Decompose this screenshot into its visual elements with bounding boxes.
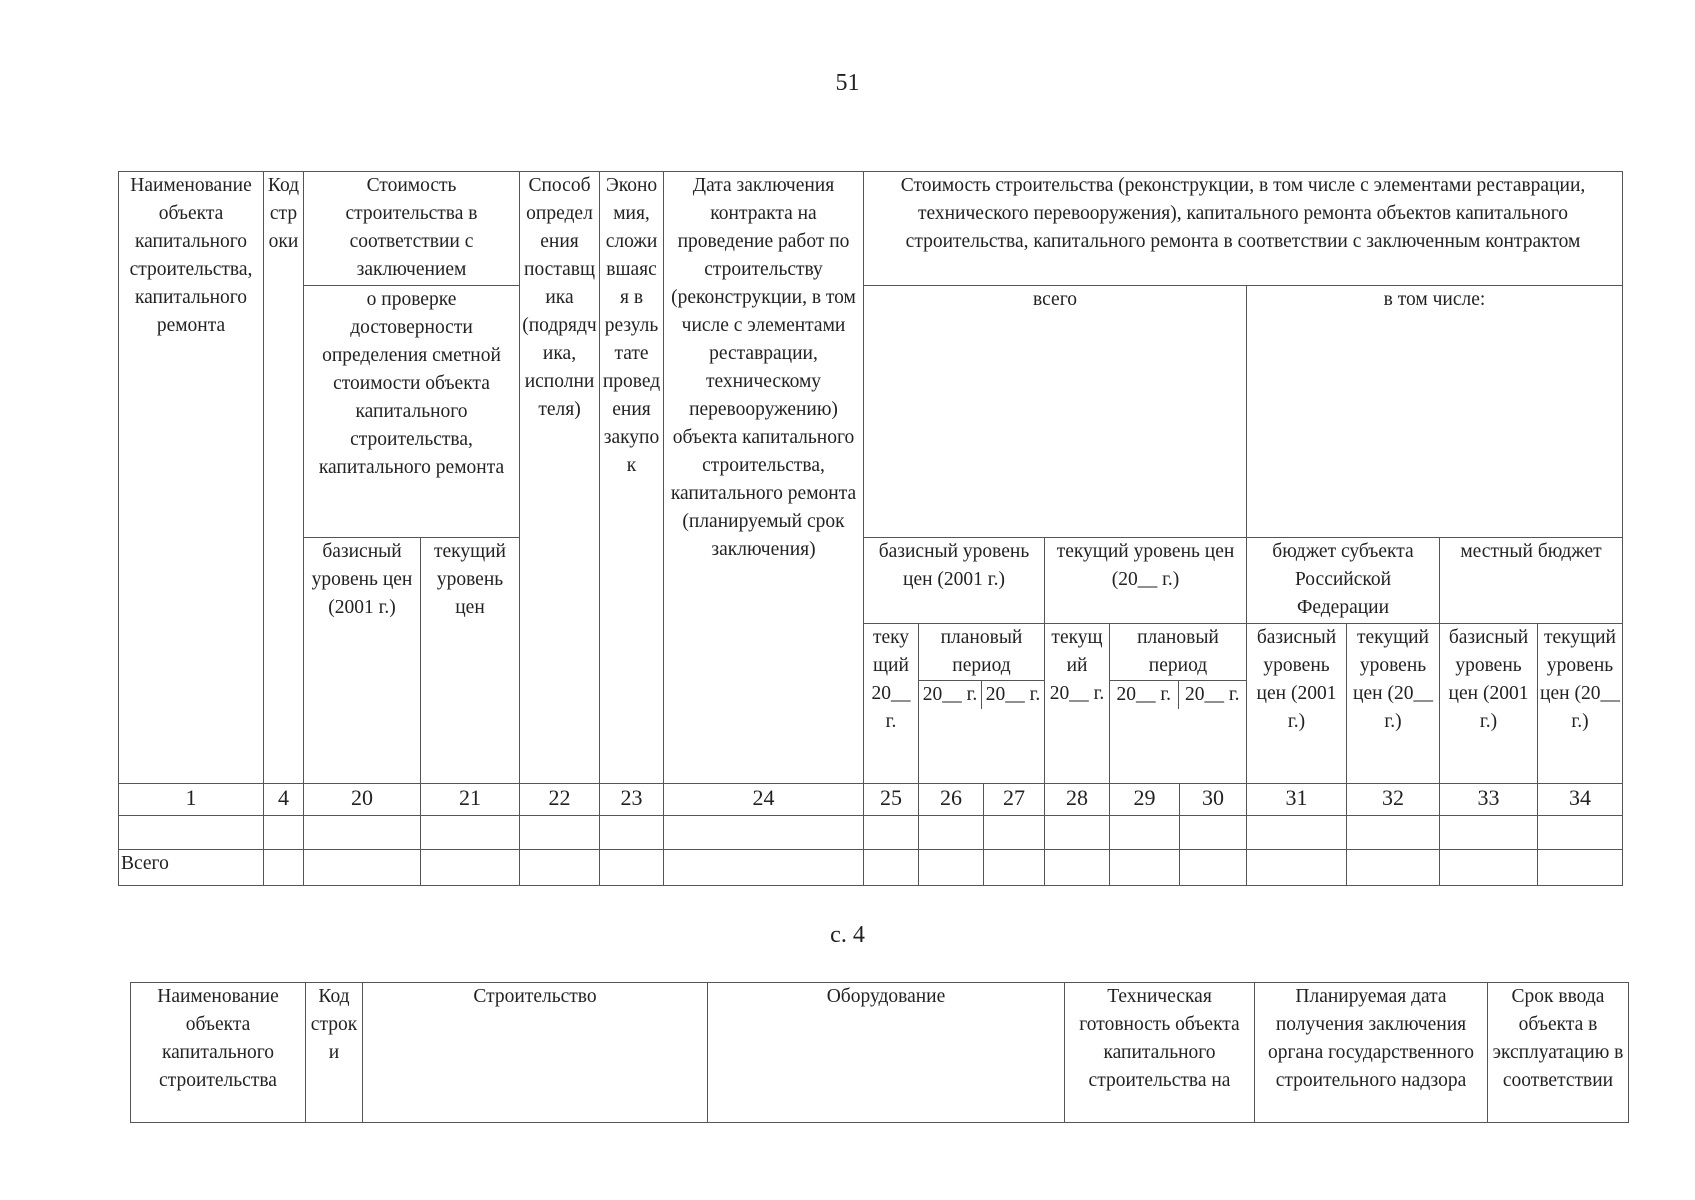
header-current-current-year: текущий 20__ г. [1045, 624, 1110, 784]
header-including: в том числе: [1247, 286, 1623, 538]
header-local-budget: местный бюджет [1440, 538, 1623, 624]
header-current-plan-year-1: 20__ г. [1110, 681, 1179, 709]
header-procurement-method: Способ определения поставщика (подрядчика, исполнителя) [520, 172, 600, 784]
header-contract-cost: Стоимость строительства (реконструкции, в том числе с элементами реставрации, технического перевооружения), капитального ремонта объектов капитального строительства, капитального ремонта в соответствии с заключенным контрактом [864, 172, 1623, 286]
header-local-current: текущий уровень цен (20__ г.) [1538, 624, 1623, 784]
column-number: 20 [304, 784, 421, 816]
column-number: 22 [520, 784, 600, 816]
section-label: с. 4 [830, 922, 865, 948]
column-number: 23 [600, 784, 664, 816]
column-number: 26 [919, 784, 984, 816]
s4-header-equipment: Оборудование [708, 983, 1065, 1123]
column-number: 30 [1180, 784, 1247, 816]
header-current-plan-year-2: 20__ г. [1184, 684, 1240, 705]
column-number-row [119, 784, 1623, 816]
header-total: всего [864, 286, 1247, 538]
column-number: 33 [1440, 784, 1538, 816]
section-4-table [130, 982, 1629, 1123]
header-regional-base: базисный уровень цен (2001 г.) [1247, 624, 1347, 784]
s4-header-commissioning: Срок ввода объекта в эксплуатацию в соответствии [1488, 983, 1629, 1123]
header-base-current-year: текущий 20__ г. [864, 624, 919, 784]
header-base-plan-year-2: 20__ г. [985, 684, 1041, 705]
header-total-current-level: текущий уровень цен (20__ г.) [1045, 538, 1247, 624]
total-row [119, 850, 1623, 886]
column-number: 4 [264, 784, 304, 816]
column-number: 1 [119, 784, 264, 816]
header-expertise-base-level: базисный уровень цен (2001 г.) [304, 538, 421, 784]
column-number: 27 [984, 784, 1045, 816]
header-regional-current: текущий уровень цен (20__ г.) [1347, 624, 1440, 784]
s4-header-technical-readiness: Техническая готовность объекта капитального строительства на [1065, 983, 1255, 1123]
header-object-name: Наименование объекта капитального строительства, капитального ремонта [119, 172, 264, 784]
column-number: 29 [1110, 784, 1180, 816]
s4-header-construction: Строительство [363, 983, 708, 1123]
header-current-plan-period: плановый период [1137, 627, 1219, 676]
column-number: 32 [1347, 784, 1440, 816]
column-number: 24 [664, 784, 864, 816]
page-number: 51 [835, 70, 860, 96]
header-local-base: базисный уровень цен (2001 г.) [1440, 624, 1538, 784]
empty-data-row [119, 816, 1623, 850]
header-total-base-level: базисный уровень цен (2001 г.) [864, 538, 1045, 624]
column-number: 25 [864, 784, 919, 816]
column-number: 21 [421, 784, 520, 816]
header-cost-expertise-detail: о проверке достоверности определения сметной стоимости объекта капитального строительства, капитального ремонта [304, 286, 520, 538]
s4-header-object-name: Наименование объекта капитального строительства [131, 983, 306, 1123]
main-report-table [118, 171, 1623, 886]
total-label: Всего [119, 850, 264, 886]
column-number: 31 [1247, 784, 1347, 816]
header-base-plan-period: плановый период [940, 627, 1023, 676]
header-cost-expertise: Стоимость строительства в соответствии с заключением [304, 172, 520, 286]
column-number: 34 [1538, 784, 1623, 816]
header-row-code: Код строки [264, 172, 304, 784]
header-base-plan-year-1: 20__ г. [919, 681, 982, 709]
header-regional-budget: бюджет субъекта Российской Федерации [1247, 538, 1440, 624]
column-number: 28 [1045, 784, 1110, 816]
header-contract-date: Дата заключения контракта на проведение работ по строительству (реконструкции, в том числе с элементами реставрации, техническому перевооружению) объекта капитального строительства, капитального ремонта (планируемый срок заключения) [664, 172, 864, 784]
s4-header-planned-date: Планируемая дата получения заключения органа государственного строительного надзора [1255, 983, 1488, 1123]
s4-header-row-code: Код строки [306, 983, 363, 1123]
header-expertise-current-level: текущий уровень цен [421, 538, 520, 784]
header-savings: Экономия, сложившаяся в результате проведения закупок [600, 172, 664, 784]
